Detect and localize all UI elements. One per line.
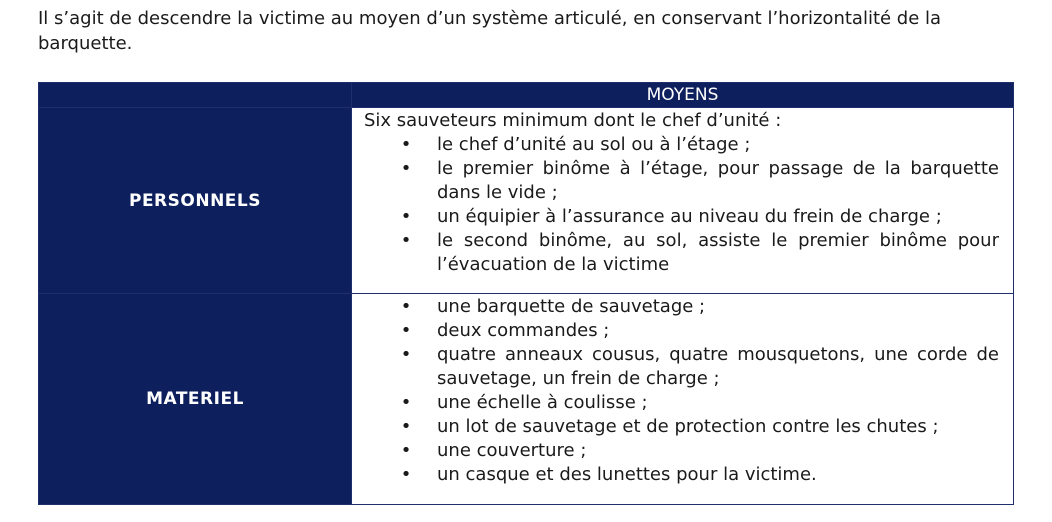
bullet-icon: • — [400, 392, 412, 413]
list-item — [364, 295, 999, 319]
list-item — [364, 391, 999, 415]
list-item — [364, 463, 999, 487]
list-item-text: le second binôme, au sol, assiste le premier binôme pour l’évacuation de la victime — [437, 230, 999, 275]
bullet-icon: • — [400, 416, 412, 437]
table-row-personnels — [39, 108, 1014, 294]
list-item — [364, 229, 999, 277]
list-item — [364, 319, 999, 343]
content-materiel — [352, 294, 1014, 505]
list-item-text: quatre anneaux cousus, quatre mousquetons, une corde de sauvetage, un frein de charge ; — [437, 344, 999, 389]
list-item-text: deux commandes ; — [437, 320, 610, 341]
header-empty-cell — [39, 83, 352, 108]
list-item-text: le premier binôme à l’étage, pour passage de la barquette dans le vide ; — [437, 158, 999, 203]
list-item — [364, 415, 999, 439]
personnels-list — [364, 133, 999, 277]
content-personnels — [352, 108, 1014, 294]
bullet-icon: • — [400, 464, 412, 485]
list-item-text: un casque et des lunettes pour la victime. — [437, 464, 817, 485]
table-header-row — [39, 83, 1014, 108]
bullet-icon: • — [400, 230, 412, 251]
header-moyens: MOYENS — [352, 83, 1014, 108]
list-item-text: une barquette de sauvetage ; — [437, 296, 706, 317]
table-row-materiel — [39, 294, 1014, 505]
moyens-table — [38, 82, 1014, 505]
list-item-text: un lot de sauvetage et de protection contre les chutes ; — [437, 416, 939, 437]
category-personnels: PERSONNELS — [39, 108, 352, 294]
materiel-list — [364, 295, 999, 487]
bullet-icon: • — [400, 344, 412, 365]
bullet-icon: • — [400, 134, 412, 155]
bullet-icon: • — [400, 158, 412, 179]
list-item — [364, 157, 999, 205]
list-item — [364, 205, 999, 229]
list-item-text: le chef d’unité au sol ou à l’étage ; — [437, 134, 751, 155]
list-item-text: une échelle à coulisse ; — [437, 392, 648, 413]
list-item-text: un équipier à l’assurance au niveau du frein de charge ; — [437, 206, 942, 227]
bullet-icon: • — [400, 296, 412, 317]
intro-paragraph: Il s’agit de descendre la victime au moyen d’un système articulé, en conservant l’horizontalité de la barquette. — [38, 8, 942, 54]
bullet-icon: • — [400, 440, 412, 461]
list-item — [364, 343, 999, 391]
personnels-lead: Six sauveteurs minimum dont le chef d’unité : — [364, 110, 782, 131]
list-item-text: une couverture ; — [437, 440, 587, 461]
list-item — [364, 133, 999, 157]
bullet-icon: • — [400, 320, 412, 341]
list-item — [364, 439, 999, 463]
bullet-icon: • — [400, 206, 412, 227]
category-materiel: MATERIEL — [39, 294, 352, 505]
